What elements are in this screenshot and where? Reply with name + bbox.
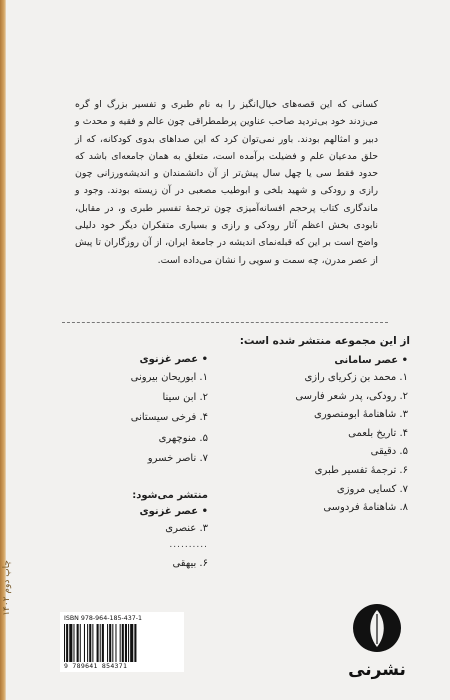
list-item: ۱. محمد بن زکریای رازی <box>304 372 408 383</box>
list-item: ۸. شاهنامهٔ فردوسی <box>323 502 408 514</box>
barcode-bar <box>77 624 79 662</box>
ellipsis-divider: .......... <box>169 539 208 550</box>
isbn-barcode <box>60 612 184 672</box>
series-heading: از این مجموعه منتشر شده است: <box>239 335 410 347</box>
list-item: ۷. ناصر خسرو <box>147 452 208 464</box>
barcode-bar <box>120 624 121 662</box>
publisher-name: نشرنی <box>348 660 406 680</box>
list-item: ۴. تاریخ بلعمی <box>348 427 408 439</box>
list-item: ۵. منوچهری <box>158 432 208 444</box>
list-item: ۴. فرخی سیستانی <box>130 412 208 424</box>
samanid-title: • عصر سامانی <box>334 355 408 366</box>
barcode-digits: 9 789641 854371 <box>64 662 128 670</box>
isbn-label: ISBN 978-964-185-437-1 <box>64 615 143 622</box>
list-item: ۲. ابن سینا <box>162 392 208 404</box>
list-item: ۶. بیهقی <box>172 557 208 569</box>
barcode-bar <box>66 624 68 662</box>
section-divider <box>62 322 388 323</box>
forthcoming-column <box>88 488 208 573</box>
forthcoming-era-title: • عصر غزنوی <box>139 506 208 517</box>
list-item: ۳. شاهنامهٔ ابومنصوری <box>314 409 408 421</box>
barcode-bar <box>80 624 81 662</box>
list-item: ۵. دقیقی <box>370 446 408 458</box>
barcode-bar <box>69 624 72 662</box>
ghaznavid-title: • عصر غزنوی <box>139 354 208 365</box>
barcode-bar <box>100 624 101 662</box>
barcode-bar <box>134 624 136 662</box>
barcode-bars <box>64 624 180 662</box>
list-item: ۶. ترجمهٔ تفسیر طبری <box>314 464 408 476</box>
ghaznavid-column <box>88 352 208 469</box>
barcode-bar <box>130 624 133 662</box>
spine-stamp: چاپ دوم ۱۴۰۲ <box>2 560 12 616</box>
barcode-bar <box>73 624 74 662</box>
back-cover-blurb: کسانی که این قصه‌های خیال‌انگیز را به نام طبری و تفسیر بزرگ او گره می‌زدند خود بی‌تردید صاحب عناوین پرطمطراقی چون عالم و فقیه و محدث و دبیر و امثالهم بودند. باور نمی‌توان کرد که این صداهای بدوی کودکانه، که از حلق مدعیان علم و فضیلت برآمده است، متعلق به همان جامعه‌ای باشد که حدود فقط سی یا چهل سال پیش‌تر از آن دانشمندان و اندیشه‌ورزانی چون رازی و رودکی و شهید بلخی و ابوطیب مصعبی در آن زیسته بودند. وجود و ماندگاری کتاب پرحجم افسانه‌آمیزی چون ترجمهٔ تفسیر طبری و، در مقابل، نابودی بخش اعظم آثار رودکی و رازی و بسیاری متفکران دیگر خود دلیلی واضح است بر این که قبله‌نمای اندیشه در جامعهٔ ایران، از آن روزگاران تا پیش از عصر مدرن، چه سمت و سویی را نشان می‌داده است. <box>75 99 378 266</box>
barcode-bar <box>112 624 113 662</box>
barcode-bar <box>102 624 104 662</box>
list-item: ۲. رودکی، پدر شعر فارسی <box>295 390 408 402</box>
barcode-bar <box>92 624 93 662</box>
list-item: ۳. عنصری <box>165 523 208 534</box>
barcode-bar <box>89 624 91 662</box>
barcode-bar <box>87 624 88 662</box>
barcode-bar <box>125 624 127 662</box>
barcode-bar <box>115 624 116 662</box>
barcode-bar <box>122 624 124 662</box>
barcode-bar <box>109 624 111 662</box>
barcode-bar <box>107 624 108 662</box>
barcode-bar <box>128 624 129 662</box>
forthcoming-heading: منتشر می‌شود: <box>132 490 208 501</box>
list-item: ۷. کسایی مروزی <box>336 483 408 495</box>
barcode-bar <box>84 624 85 662</box>
list-item: ۱. ابوریحان بیرونی <box>130 372 208 383</box>
barcode-bar <box>64 624 65 662</box>
barcode-bar <box>97 624 99 662</box>
samanid-column <box>238 353 408 518</box>
